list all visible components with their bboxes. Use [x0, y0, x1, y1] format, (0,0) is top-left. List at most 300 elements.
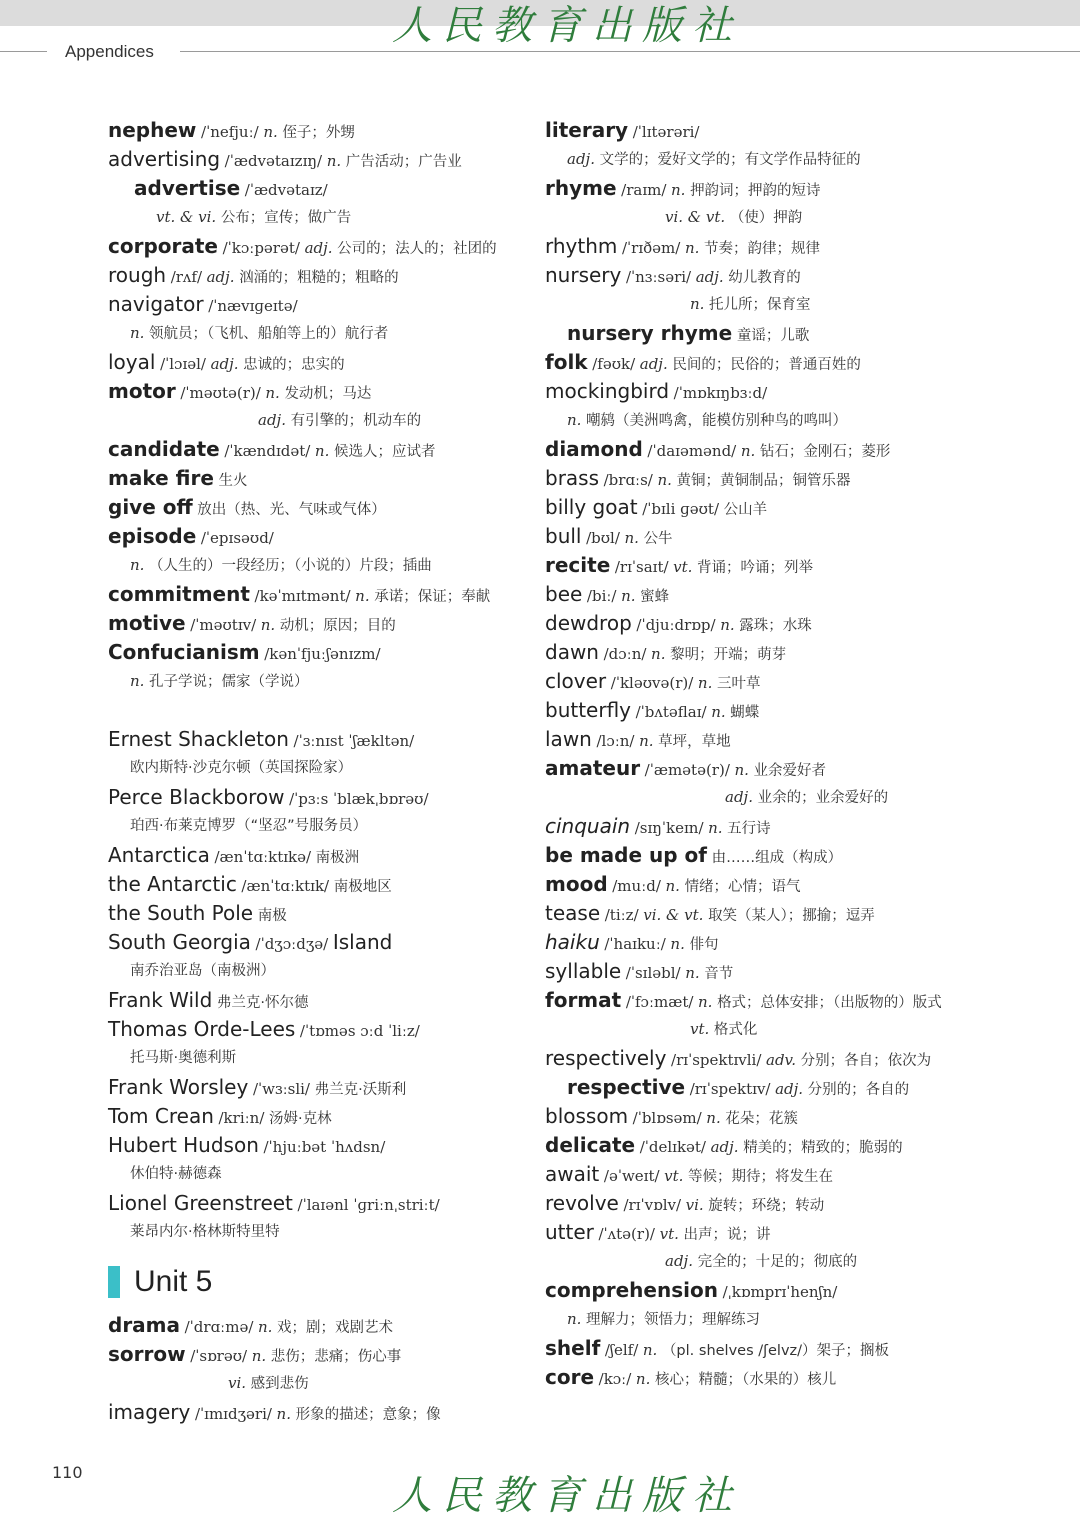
definition: 黎明；开端；萌芽	[670, 647, 787, 663]
part-of-speech: n.	[260, 616, 276, 634]
unit-accent-bar	[108, 1266, 120, 1298]
headword: Hubert Hudson	[108, 1133, 259, 1157]
phonetic: /ˈkændɪdət/	[224, 442, 311, 460]
phonetic: /ˈdrɑːmə/	[184, 1318, 254, 1336]
headword: revolve	[545, 1191, 619, 1215]
glossary-entry	[545, 435, 970, 464]
glossary-entry	[545, 638, 970, 667]
definition: 动机；原因；目的	[279, 618, 396, 634]
phonetic: /ˈkləʊvə(r)/	[610, 674, 694, 692]
glossary-entry	[545, 1044, 970, 1073]
definition: 俳句	[689, 937, 719, 953]
part-of-speech: n.	[621, 587, 636, 605]
definition: 格式化	[713, 1022, 758, 1038]
definition: （人生的）一段经历；（小说的）片段；插曲	[149, 558, 432, 574]
headword: give off	[108, 495, 193, 519]
glossary-entry	[545, 841, 970, 870]
phonetic: /ˈhjuːbət ˈhʌdsn/	[263, 1138, 386, 1156]
headword-suffix: Island	[332, 930, 393, 954]
part-of-speech: n.	[734, 761, 749, 779]
phonetic: /ˈdʒɔːdʒə/	[255, 935, 329, 953]
definition: （pl. shelves /ʃelvz/）架子；搁板	[661, 1343, 890, 1359]
glossary-entry	[545, 116, 970, 145]
part-of-speech: vi. & vt.	[665, 208, 726, 226]
headword: corporate	[108, 234, 218, 258]
glossary-entry	[108, 609, 528, 638]
phonetic: /ˈbʌtəflaɪ/	[635, 703, 707, 721]
phonetic: /ˈmɒkɪŋbɜːd/	[673, 384, 768, 402]
definition: 珀西·布莱克博罗（“坚忍”号服务员）	[130, 818, 368, 834]
glossary-entry	[545, 1160, 970, 1189]
part-of-speech: n.	[567, 1310, 582, 1328]
phonetic: /ˈlɔɪəl/	[160, 355, 206, 373]
headword: bee	[545, 582, 583, 606]
phonetic: /ˈɜːnɪst ˈʃækltən/	[293, 732, 415, 750]
definition: 悲伤；悲痛；伤心事	[270, 1349, 402, 1365]
part-of-speech: n.	[635, 1370, 651, 1388]
glossary-entry	[108, 464, 528, 493]
phonetic: /dɔːn/	[603, 645, 647, 663]
part-of-speech: n.	[671, 181, 686, 199]
headword: commitment	[108, 582, 250, 606]
headword: nursery rhyme	[567, 321, 733, 345]
headword: bull	[545, 524, 582, 548]
headword: episode	[108, 524, 197, 548]
glossary-entry	[545, 812, 970, 841]
glossary-entry	[108, 1160, 528, 1189]
headword: Ernest Shackleton	[108, 727, 289, 751]
headword: Thomas Orde-Lees	[108, 1017, 296, 1041]
part-of-speech: n.	[684, 239, 700, 257]
phonetic: /muːd/	[612, 877, 661, 895]
definition: 业余爱好者	[753, 763, 827, 779]
definition: 戏；剧；戏剧艺术	[277, 1320, 394, 1336]
glossary-entry	[545, 725, 970, 754]
headword: recite	[545, 553, 611, 577]
glossary-entry	[108, 406, 528, 435]
definition: 情绪；心情；语气	[684, 879, 801, 895]
part-of-speech: adj.	[710, 1138, 739, 1156]
headword: imagery	[108, 1400, 191, 1424]
headword: be made up of	[545, 843, 707, 867]
definition: 民间的；民俗的；普通百姓的	[672, 357, 861, 373]
headword: loyal	[108, 350, 156, 374]
phonetic: /ˈblɒsəm/	[632, 1109, 702, 1127]
headword: format	[545, 988, 622, 1012]
glossary-entry	[108, 1369, 528, 1398]
glossary-entry	[108, 348, 528, 377]
definition: 南极洲	[315, 850, 360, 866]
glossary-entry	[108, 1131, 528, 1160]
part-of-speech: adj.	[304, 239, 333, 257]
phonetic: /rʌf/	[170, 268, 202, 286]
part-of-speech: n.	[355, 587, 370, 605]
phonetic: /ˈæmətə(r)/	[644, 761, 730, 779]
definition: （使）押韵	[729, 210, 803, 226]
glossary-entry	[108, 1044, 528, 1073]
headword: lawn	[545, 727, 592, 751]
definition: 孔子学说；儒家（学说）	[149, 674, 309, 690]
glossary-entry	[108, 580, 528, 609]
definition: 公牛	[643, 531, 673, 547]
glossary-entry	[108, 870, 528, 899]
headword: literary	[545, 118, 629, 142]
glossary-entry	[545, 203, 970, 232]
glossary-entry	[108, 522, 528, 551]
glossary-entry	[545, 551, 970, 580]
phonetic: /ˈbɪli ɡəʊt/	[642, 500, 720, 518]
definition: 南极地区	[333, 879, 392, 895]
definition: 三叶草	[716, 676, 761, 692]
part-of-speech: n.	[697, 674, 713, 692]
phonetic: /ʃelf/	[604, 1341, 639, 1359]
definition: 休伯特·赫德森	[130, 1166, 222, 1182]
glossary-entry	[108, 1398, 528, 1427]
definition: 背诵；吟诵；列举	[697, 560, 814, 576]
headword: motor	[108, 379, 176, 403]
glossary-entry	[545, 261, 970, 290]
glossary-entry	[545, 348, 970, 377]
phonetic: /kənˈfjuːʃənɪzm/	[264, 645, 381, 663]
glossary-entry	[108, 783, 528, 812]
phonetic: /ˈlaɪənl ˈɡriːnˌstriːt/	[297, 1196, 440, 1214]
phonetic: /rɪˈsaɪt/	[614, 558, 669, 576]
part-of-speech: n.	[698, 993, 713, 1011]
part-of-speech: n.	[263, 123, 278, 141]
headword: respective	[567, 1075, 686, 1099]
unit-title: Unit 5	[134, 1265, 213, 1298]
glossary-entry	[545, 1305, 970, 1334]
phonetic: /ænˈtɑːktɪk/	[241, 877, 330, 895]
definition: 草坪，草地	[658, 734, 731, 750]
phonetic: /ˌkɒmprɪˈhenʃn/	[722, 1283, 838, 1301]
phonetic: /ˈdelɪkət/	[639, 1138, 706, 1156]
part-of-speech: vt.	[659, 1225, 679, 1243]
definition: 钻石；金刚石；菱形	[759, 444, 891, 460]
right-column	[545, 116, 970, 1392]
part-of-speech: adj.	[725, 788, 753, 806]
definition: 广告活动；广告业	[345, 154, 462, 170]
definition: 托儿所；保育室	[709, 297, 811, 313]
glossary-entry	[545, 1102, 970, 1131]
part-of-speech: adj.	[567, 150, 595, 168]
headword: core	[545, 1365, 595, 1389]
part-of-speech: n.	[639, 732, 654, 750]
part-of-speech: n.	[265, 384, 280, 402]
headword: Lionel Greenstreet	[108, 1191, 293, 1215]
phonetic: /ˈhaɪkuː/	[604, 935, 666, 953]
glossary-entry	[545, 1334, 970, 1363]
glossary-entry	[545, 1276, 970, 1305]
phonetic: /əˈweɪt/	[603, 1167, 660, 1185]
definition: 欧内斯特·沙克尔顿（英国探险家）	[130, 760, 353, 776]
definition: 幼儿教育的	[728, 270, 801, 286]
headword: dewdrop	[545, 611, 632, 635]
phonetic: /bʊl/	[586, 529, 620, 547]
glossary-entry	[545, 522, 970, 551]
headword: comprehension	[545, 1278, 718, 1302]
phonetic: /ˈʌtə(r)/	[598, 1225, 655, 1243]
section-gap	[108, 696, 528, 725]
headword: utter	[545, 1220, 594, 1244]
headword: diamond	[545, 437, 643, 461]
page-number: 110	[52, 1463, 83, 1482]
headword: Frank Wild	[108, 988, 213, 1012]
part-of-speech: n.	[665, 877, 680, 895]
section-title: Appendices	[65, 42, 154, 61]
definition: 精美的；精致的；脆弱的	[743, 1140, 903, 1156]
definition: 旋转；环绕；转动	[708, 1198, 825, 1214]
part-of-speech: adj.	[639, 355, 668, 373]
definition: 分别；各自；依次为	[800, 1053, 932, 1069]
headword: advertise	[134, 176, 241, 200]
definition: 南极	[257, 908, 287, 924]
part-of-speech: adv.	[766, 1051, 797, 1069]
glossary-entry	[108, 1102, 528, 1131]
headword: Tom Crean	[108, 1104, 214, 1128]
phonetic: /tiːz/	[604, 906, 639, 924]
part-of-speech: n.	[130, 556, 145, 574]
part-of-speech: n.	[720, 616, 735, 634]
glossary-entry	[545, 957, 970, 986]
headword: Antarctica	[108, 843, 210, 867]
glossary-entry	[108, 638, 528, 667]
headword: cinquain	[545, 814, 631, 838]
definition: 五行诗	[727, 821, 771, 837]
phonetic: /raɪm/	[621, 181, 667, 199]
glossary-entry	[108, 928, 528, 957]
headword: respectively	[545, 1046, 667, 1070]
part-of-speech: n.	[251, 1347, 267, 1365]
phonetic: /ˈsɒrəʊ/	[190, 1347, 248, 1365]
part-of-speech: n.	[276, 1405, 291, 1423]
phonetic: /ˈdaɪəmənd/	[647, 442, 737, 460]
part-of-speech: n.	[690, 295, 705, 313]
definition: 黄铜；黄铜制品；铜管乐器	[676, 473, 851, 489]
part-of-speech: adj.	[258, 411, 286, 429]
part-of-speech: n.	[708, 819, 723, 837]
phonetic: /ˈnævɪɡeɪtə/	[208, 297, 298, 315]
phonetic: /kəˈmɪtmənt/	[254, 587, 351, 605]
phonetic: /ˈædvətaɪz/	[244, 181, 328, 199]
phonetic: /ˈtɒməs ɔːd ˈliːz/	[299, 1022, 420, 1040]
glossary-entry	[545, 580, 970, 609]
part-of-speech: n.	[651, 645, 666, 663]
definition: 南乔治亚岛（南极洲）	[130, 963, 275, 979]
glossary-entry	[108, 841, 528, 870]
part-of-speech: n.	[685, 964, 700, 982]
part-of-speech: vt.	[664, 1167, 684, 1185]
phonetic: /kriːn/	[218, 1109, 265, 1127]
phonetic: /ænˈtɑːktɪkə/	[214, 848, 312, 866]
phonetic: /ˈɪmɪdʒəri/	[194, 1405, 272, 1423]
headword: the Antarctic	[108, 872, 237, 896]
glossary-entry	[545, 754, 970, 783]
definition: 格式；总体安排；（出版物的）版式	[717, 995, 942, 1011]
phonetic: /ˈfɔːmæt/	[625, 993, 694, 1011]
definition: 忠诚的；忠实的	[243, 357, 345, 373]
glossary-entry	[545, 1131, 970, 1160]
definition: 取笑（某人）；挪揄；逗弄	[708, 908, 875, 924]
headword: dawn	[545, 640, 599, 664]
glossary-entry	[545, 232, 970, 261]
glossary-entry	[108, 551, 528, 580]
headword: drama	[108, 1313, 181, 1337]
glossary-entry	[108, 290, 528, 319]
part-of-speech: n.	[657, 471, 672, 489]
part-of-speech: n.	[314, 442, 330, 460]
glossary-entry	[545, 377, 970, 406]
part-of-speech: vi.	[228, 1374, 247, 1392]
glossary-entry	[108, 174, 528, 203]
glossary-entry	[545, 609, 970, 638]
headword: tease	[545, 901, 601, 925]
definition: 等候；期待；将发生在	[688, 1169, 834, 1185]
headword: await	[545, 1162, 600, 1186]
phonetic: /fəʊk/	[592, 355, 636, 373]
glossary-entry	[545, 667, 970, 696]
headword: mockingbird	[545, 379, 670, 403]
header-rule-right	[180, 51, 1080, 52]
part-of-speech: n.	[740, 442, 756, 460]
headword: nephew	[108, 118, 197, 142]
headword: sorrow	[108, 1342, 186, 1366]
definition: 莱昂内尔·格林斯特里特	[130, 1224, 280, 1240]
part-of-speech: n.	[624, 529, 639, 547]
glossary-entry	[545, 493, 970, 522]
definition: 汹涌的；粗糙的；粗略的	[239, 270, 399, 286]
headword: haiku	[545, 930, 600, 954]
glossary-entry	[108, 232, 528, 261]
headword: rough	[108, 263, 167, 287]
definition: 公司的；法人的；社团的	[337, 241, 497, 257]
part-of-speech: n.	[326, 152, 342, 170]
definition: 托马斯·奥德利斯	[130, 1050, 237, 1066]
phonetic: /rɪˈspektɪv/	[689, 1080, 771, 1098]
glossary-entry	[108, 116, 528, 145]
phonetic: /biː/	[586, 587, 617, 605]
definition: 公布；宣传；做广告	[220, 210, 352, 226]
part-of-speech: vt. & vi.	[156, 208, 217, 226]
part-of-speech: n.	[130, 672, 145, 690]
phonetic: /lɔːn/	[596, 732, 635, 750]
glossary-entry	[545, 174, 970, 203]
headword: nursery	[545, 263, 622, 287]
headword: rhythm	[545, 234, 618, 258]
glossary-entry	[108, 812, 528, 841]
part-of-speech: adj.	[665, 1252, 693, 1270]
definition: 候选人；应试者	[333, 444, 436, 460]
definition: 公山羊	[723, 502, 768, 518]
phonetic: /ˈdjuːdrɒp/	[636, 616, 716, 634]
part-of-speech: adj.	[210, 355, 239, 373]
glossary-entry	[108, 1340, 528, 1369]
definition: 侄子；外甥	[282, 125, 355, 141]
phonetic: /rɪˈspektɪvli/	[671, 1051, 762, 1069]
glossary-entry	[545, 1189, 970, 1218]
part-of-speech: n.	[706, 1109, 721, 1127]
part-of-speech: vi.	[685, 1196, 704, 1214]
definition: 露珠；水珠	[739, 618, 812, 634]
glossary-entry	[108, 1311, 528, 1340]
glossary-entry	[108, 1218, 528, 1247]
glossary-entry	[545, 783, 970, 812]
headword: Confucianism	[108, 640, 260, 664]
definition: 有引擎的；机动车的	[290, 413, 422, 429]
unit-heading	[108, 1253, 528, 1311]
phonetic: /rɪˈvɒlv/	[623, 1196, 682, 1214]
definition: 业余的；业余爱好的	[757, 790, 889, 806]
glossary-entry	[108, 986, 528, 1015]
part-of-speech: n.	[642, 1341, 658, 1359]
definition: 感到悲伤	[250, 1376, 309, 1392]
glossary-entry	[545, 1363, 970, 1392]
glossary-entry	[545, 986, 970, 1015]
glossary-entry	[108, 319, 528, 348]
glossary-entry	[545, 870, 970, 899]
phonetic: /ˈwɜːsli/	[252, 1080, 310, 1098]
glossary-entry	[545, 464, 970, 493]
glossary-entry	[108, 261, 528, 290]
phonetic: /ˈkɔːpərət/	[222, 239, 300, 257]
glossary-entry	[108, 145, 528, 174]
part-of-speech: vi. & vt.	[643, 906, 704, 924]
glossary-entry	[108, 435, 528, 464]
definition: 押韵词；押韵的短诗	[690, 183, 821, 199]
part-of-speech: vt.	[673, 558, 693, 576]
headword: clover	[545, 669, 607, 693]
definition: 出声；说；讲	[683, 1227, 771, 1243]
glossary-entry	[545, 696, 970, 725]
publisher-logo-top: 人民教育出版社	[392, 3, 742, 49]
headword: navigator	[108, 292, 204, 316]
definition: 由……组成（构成）	[711, 850, 843, 866]
glossary-entry	[108, 1073, 528, 1102]
glossary-entry	[545, 1015, 970, 1044]
headword: advertising	[108, 147, 221, 171]
definition: 领航员；（飞机、船舶等上的）航行者	[149, 326, 389, 342]
headword: Perce Blackborow	[108, 785, 285, 809]
part-of-speech: n.	[670, 935, 685, 953]
glossary-entry	[545, 406, 970, 435]
part-of-speech: n.	[711, 703, 726, 721]
glossary-entry	[108, 957, 528, 986]
glossary-entry	[545, 1218, 970, 1247]
glossary-entry	[108, 725, 528, 754]
glossary-entry	[545, 899, 970, 928]
phonetic: /ˈpɜːs ˈblækˌbɒrəʊ/	[289, 790, 429, 808]
definition: 童谣；儿歌	[736, 328, 810, 344]
definition: 完全的；十足的；彻底的	[697, 1254, 858, 1270]
definition: 发动机；马达	[284, 386, 372, 402]
headword: rhyme	[545, 176, 617, 200]
definition: 形象的描述；意象；像	[295, 1407, 441, 1423]
glossary-entry	[545, 1073, 970, 1102]
part-of-speech: adj.	[695, 268, 724, 286]
definition: 汤姆·克林	[269, 1111, 332, 1127]
headword: make fire	[108, 466, 214, 490]
definition: 生火	[218, 473, 248, 489]
left-column	[108, 116, 528, 1427]
part-of-speech: n.	[130, 324, 145, 342]
definition: 嘲鸫（美洲鸣禽，能模仿别种鸟的鸣叫）	[586, 413, 848, 429]
headword: candidate	[108, 437, 220, 461]
definition: 节奏；韵律；规律	[704, 241, 820, 257]
definition: 蜜蜂	[640, 589, 670, 605]
definition: 理解力；领悟力；理解练习	[586, 1312, 761, 1328]
publisher-logo-bottom: 人民教育出版社	[392, 1473, 742, 1519]
definition: 弗兰克·沃斯利	[314, 1082, 407, 1098]
